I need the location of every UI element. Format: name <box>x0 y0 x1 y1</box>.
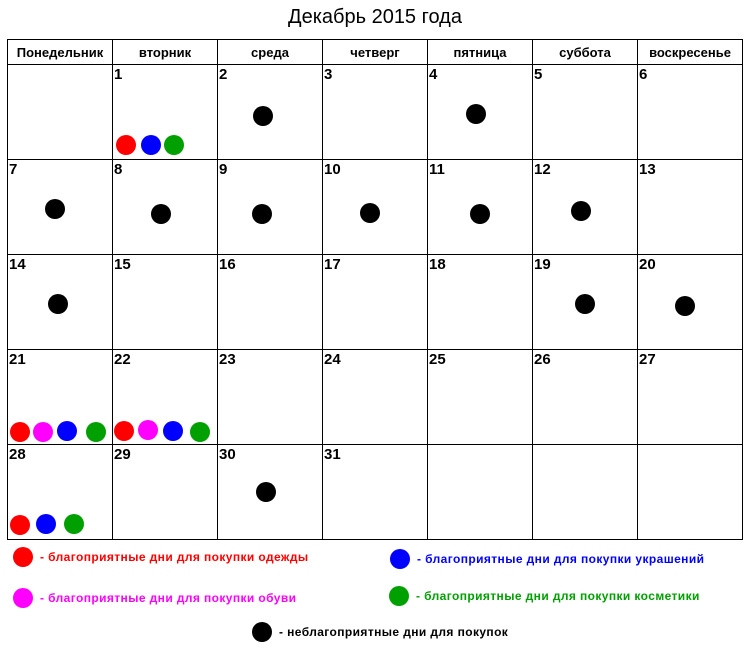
day-number: 29 <box>114 446 131 463</box>
day-cell-20 <box>638 255 743 350</box>
week-row <box>8 160 743 255</box>
day-cell-10 <box>323 160 428 255</box>
legend-clothes <box>13 546 309 568</box>
day-number: 19 <box>534 256 551 273</box>
weekday-sunday: воскресенье <box>638 40 743 65</box>
marker-dot-red <box>10 515 30 535</box>
day-cell-31 <box>323 445 428 540</box>
day-number: 17 <box>324 256 341 273</box>
weekday-header-row <box>8 40 743 65</box>
day-cell-29 <box>113 445 218 540</box>
marker-dot-black <box>252 204 272 224</box>
legend-unfavorable <box>252 621 508 643</box>
marker-dot-red <box>10 422 30 442</box>
week-row <box>8 445 743 540</box>
marker-dot-black <box>360 203 380 223</box>
week-row <box>8 255 743 350</box>
day-cell-6 <box>638 65 743 160</box>
legend-dot-blue <box>390 549 410 569</box>
legend-text-unfavorable: - неблагоприятные дни для покупок <box>279 625 509 639</box>
page-title: Декабрь 2015 года <box>288 6 462 28</box>
week-row <box>8 350 743 445</box>
day-cell-17 <box>323 255 428 350</box>
day-cell-8 <box>113 160 218 255</box>
day-number: 4 <box>429 66 438 83</box>
weekday-saturday: суббота <box>533 40 638 65</box>
legend-text-shoes: - благоприятные дни для покупки обуви <box>40 591 297 605</box>
day-number: 24 <box>324 351 341 368</box>
empty-day-cell <box>8 65 113 160</box>
marker-dot-blue <box>57 421 77 441</box>
marker-dot-black <box>470 204 490 224</box>
marker-dot-black <box>48 294 68 314</box>
empty-day-cell <box>428 445 533 540</box>
legend-jewelry <box>390 548 704 570</box>
calendar-grid <box>7 39 743 540</box>
day-number: 7 <box>9 161 18 178</box>
day-cell-21 <box>8 350 113 445</box>
day-number: 21 <box>9 351 26 368</box>
marker-dot-black <box>575 294 595 314</box>
marker-dot-green <box>64 514 84 534</box>
day-cell-30 <box>218 445 323 540</box>
day-number: 20 <box>639 256 656 273</box>
day-number: 27 <box>639 351 656 368</box>
marker-dot-blue <box>36 514 56 534</box>
marker-dot-black <box>253 106 273 126</box>
day-number: 13 <box>639 161 656 178</box>
day-cell-15 <box>113 255 218 350</box>
marker-dot-black <box>675 296 695 316</box>
day-cell-25 <box>428 350 533 445</box>
day-number: 12 <box>534 161 551 178</box>
day-number: 3 <box>324 66 333 83</box>
day-cell-11 <box>428 160 533 255</box>
marker-dot-magenta <box>138 420 158 440</box>
day-number: 28 <box>9 446 26 463</box>
day-number: 2 <box>219 66 228 83</box>
day-cell-3 <box>323 65 428 160</box>
marker-dot-green <box>164 135 184 155</box>
empty-day-cell <box>638 445 743 540</box>
marker-dot-black <box>466 104 486 124</box>
day-number: 25 <box>429 351 446 368</box>
day-number: 16 <box>219 256 236 273</box>
day-cell-14 <box>8 255 113 350</box>
week-row <box>8 65 743 160</box>
day-number: 11 <box>429 161 445 178</box>
weekday-wednesday: среда <box>218 40 323 65</box>
day-cell-23 <box>218 350 323 445</box>
day-number: 23 <box>219 351 236 368</box>
weekday-friday: пятница <box>428 40 533 65</box>
day-cell-19 <box>533 255 638 350</box>
day-cell-5 <box>533 65 638 160</box>
day-number: 5 <box>534 66 543 83</box>
day-number: 18 <box>429 256 446 273</box>
legend-dot-magenta <box>13 588 33 608</box>
day-cell-12 <box>533 160 638 255</box>
marker-dot-black <box>571 201 591 221</box>
day-cell-1 <box>113 65 218 160</box>
legend-dot-black <box>252 622 272 642</box>
marker-dot-black <box>45 199 65 219</box>
day-cell-18 <box>428 255 533 350</box>
day-cell-16 <box>218 255 323 350</box>
marker-dot-red <box>114 421 134 441</box>
weekday-monday: Понедельник <box>8 40 113 65</box>
legend-cosmetics <box>389 585 700 607</box>
day-cell-28 <box>8 445 113 540</box>
legend-dot-red <box>13 547 33 567</box>
day-cell-24 <box>323 350 428 445</box>
weekday-tuesday: вторник <box>113 40 218 65</box>
day-number: 8 <box>114 161 123 178</box>
day-number: 15 <box>114 256 131 273</box>
day-number: 31 <box>324 446 341 463</box>
marker-dot-blue <box>163 421 183 441</box>
day-cell-13 <box>638 160 743 255</box>
day-cell-22 <box>113 350 218 445</box>
day-cell-9 <box>218 160 323 255</box>
marker-dot-green <box>86 422 106 442</box>
day-cell-7 <box>8 160 113 255</box>
marker-dot-black <box>256 482 276 502</box>
day-number: 26 <box>534 351 551 368</box>
weekday-thursday: четверг <box>323 40 428 65</box>
day-number: 6 <box>639 66 648 83</box>
legend-text-jewelry: - благоприятные дни для покупки украшений <box>417 552 705 566</box>
legend-shoes <box>13 587 296 609</box>
legend-text-clothes: - благоприятные дни для покупки одежды <box>40 550 309 564</box>
marker-dot-green <box>190 422 210 442</box>
marker-dot-black <box>151 204 171 224</box>
marker-dot-blue <box>141 135 161 155</box>
day-cell-26 <box>533 350 638 445</box>
day-number: 1 <box>114 66 123 83</box>
legend-text-cosmetics: - благоприятные дни для покупки косметики <box>416 589 700 603</box>
empty-day-cell <box>533 445 638 540</box>
day-number: 22 <box>114 351 131 368</box>
day-number: 9 <box>219 161 228 178</box>
marker-dot-red <box>116 135 136 155</box>
day-number: 14 <box>9 256 26 273</box>
marker-dot-magenta <box>33 422 53 442</box>
day-number: 10 <box>324 161 341 178</box>
legend-dot-green <box>389 586 409 606</box>
day-cell-4 <box>428 65 533 160</box>
day-cell-2 <box>218 65 323 160</box>
day-cell-27 <box>638 350 743 445</box>
day-number: 30 <box>219 446 236 463</box>
